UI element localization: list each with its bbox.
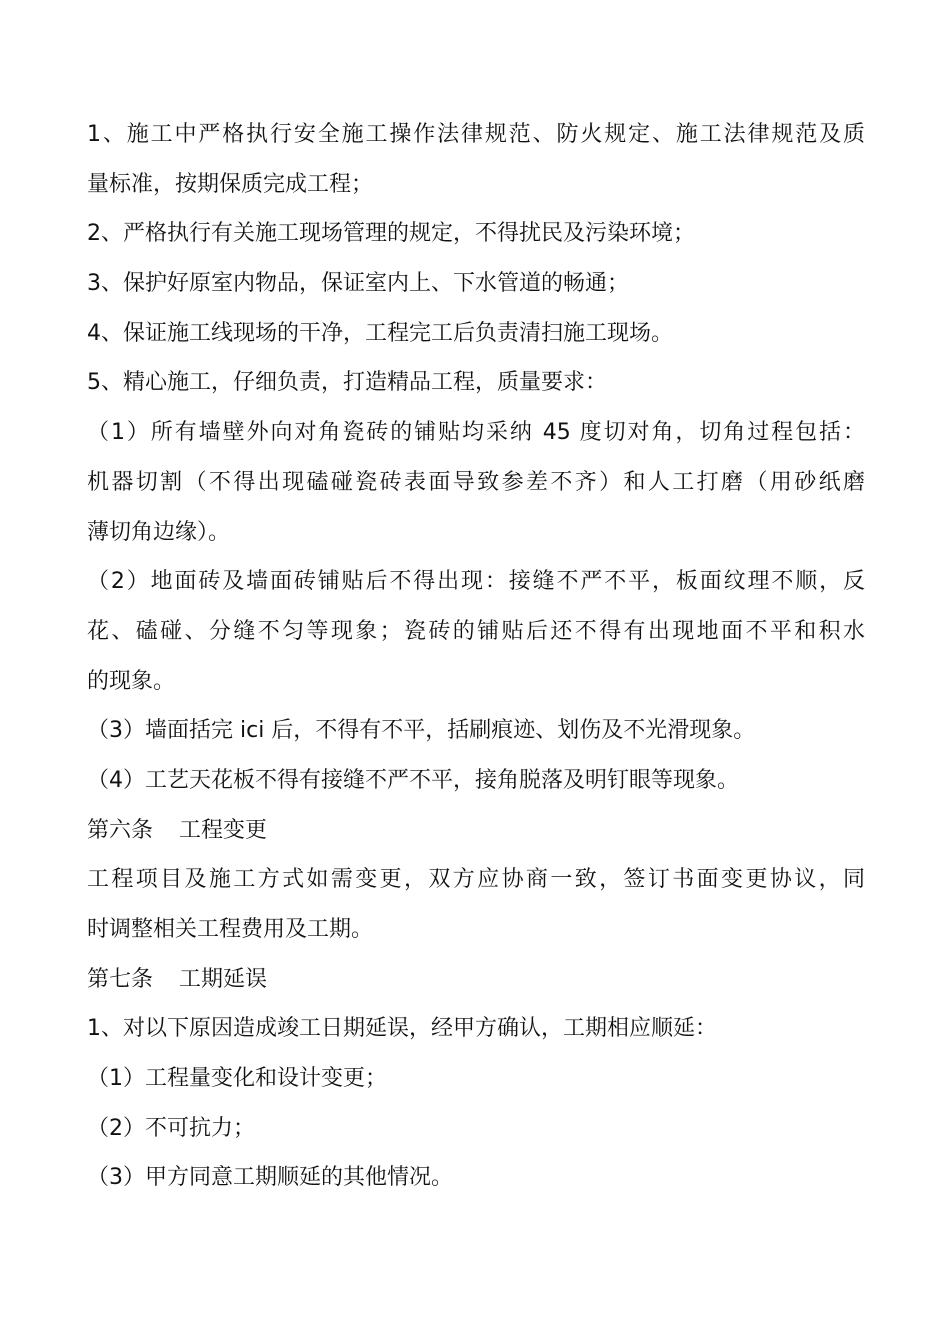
requirement-2-line-2: 花、磕碰、分缝不匀等现象；瓷砖的铺贴后还不得有出现地面不平和积水 bbox=[87, 618, 865, 644]
article-6-body-line-2: 时调整相关工程费用及工期。 bbox=[87, 917, 374, 942]
article-6-heading bbox=[87, 806, 865, 856]
quality-item-2: 2、严格执行有关施工现场管理的规定，不得扰民及污染环境； bbox=[87, 221, 695, 247]
article-7-number: 第七条 bbox=[87, 966, 154, 992]
requirement-3: （3）墙面括完 ici 后，不得有不平，括刷痕迹、划伤及不光滑现象。 bbox=[87, 718, 756, 744]
quality-item-1-line-2: 量标准，按期保质完成工程； bbox=[87, 171, 374, 197]
requirement-4: （4）工艺天花板不得有接缝不严不平，接角脱落及明钉眼等现象。 bbox=[87, 767, 739, 793]
quality-item-1-line-1: 1、施工中严格执行安全施工操作法律规范、防火规定、施工法律规范及质 bbox=[87, 122, 865, 147]
article-6-body-line-1: 工程项目及施工方式如需变更，双方应协商一致，签订书面变更协议，同 bbox=[87, 867, 865, 893]
article-7-title: 工期延误 bbox=[179, 966, 268, 992]
quality-item-5: 5、精心施工，仔细负责，打造精品工程，质量要求： bbox=[87, 370, 607, 396]
delay-reason-2: （2）不可抗力； bbox=[87, 1115, 255, 1141]
requirement-1-line-2: 机器切割（不得出现磕碰瓷砖表面导致参差不齐）和人工打磨（用砂纸磨 bbox=[87, 469, 865, 495]
requirement-2-line-1: （2）地面砖及墙面砖铺贴后不得出现：接缝不严不平，板面纹理不顺，反 bbox=[87, 569, 865, 595]
article-7-heading bbox=[87, 955, 865, 1005]
delay-reason-1: （1）工程量变化和设计变更； bbox=[87, 1066, 387, 1092]
quality-item-3: 3、保护好原室内物品，保证室内上、下水管道的畅通； bbox=[87, 271, 629, 297]
document-page bbox=[87, 110, 865, 1203]
article-6-title: 工程变更 bbox=[179, 817, 268, 843]
quality-item-4: 4、保证施工线现场的干净，工程完工后负责清扫施工现场。 bbox=[87, 320, 673, 346]
article-6-number: 第六条 bbox=[87, 817, 154, 843]
delay-item-1: 1、对以下原因造成竣工日期延误，经甲方确认，工期相应顺延： bbox=[87, 1016, 717, 1042]
delay-reason-3: （3）甲方同意工期顺延的其他情况。 bbox=[87, 1165, 453, 1191]
requirement-2-line-3: 的现象。 bbox=[87, 668, 176, 694]
requirement-1-line-1: （1）所有墙壁外向对角瓷砖的铺贴均采纳 45 度切对角，切角过程包括： bbox=[87, 420, 865, 446]
requirement-1-line-3: 薄切角边缘）。 bbox=[87, 519, 231, 545]
